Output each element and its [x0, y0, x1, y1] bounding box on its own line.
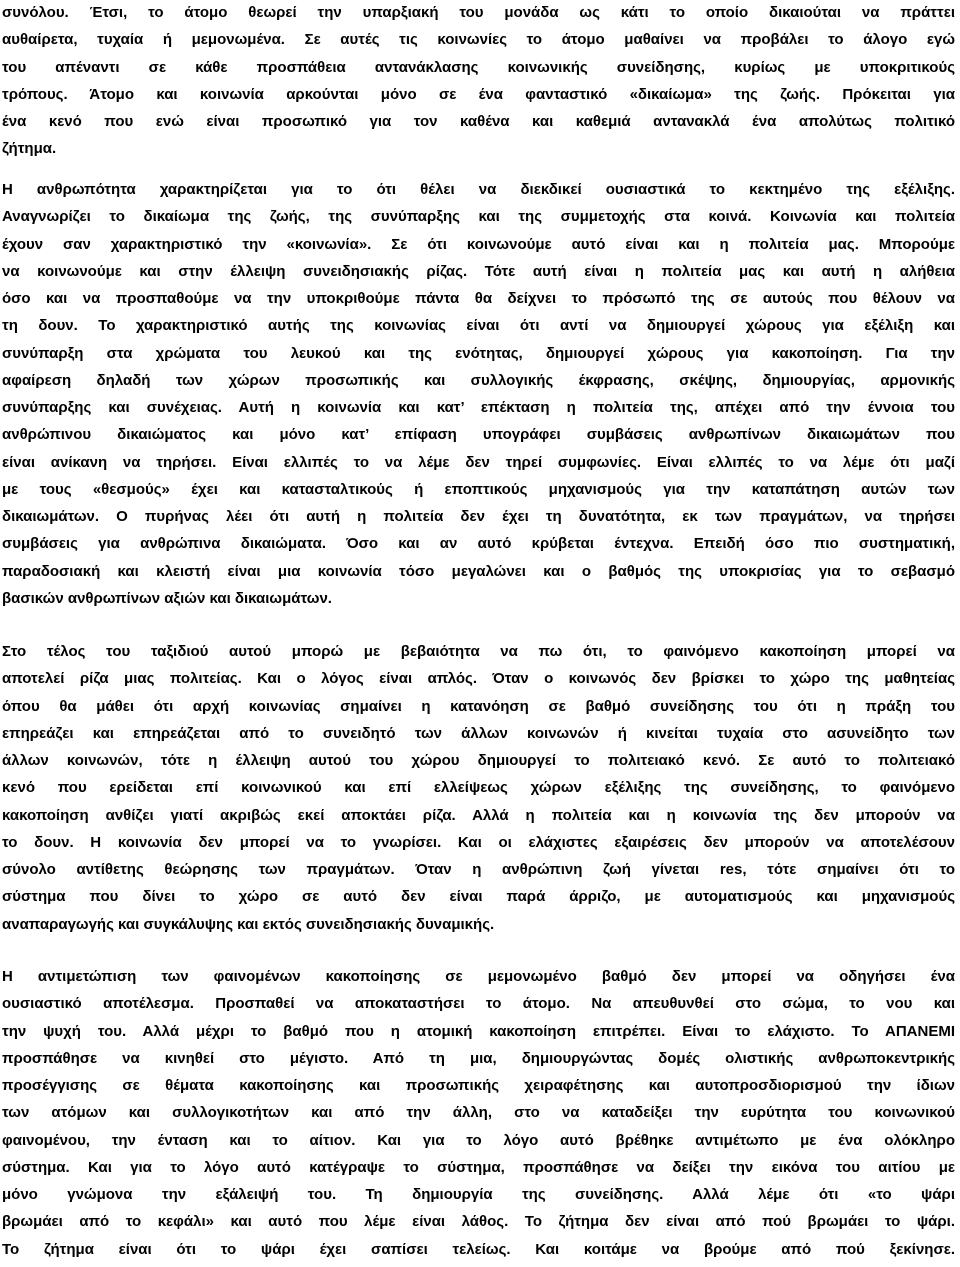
text-line: μόνο γνώμονα την εξάλειψή του. Τη δημιουργία της συνείδησης. Αλλά λέμε ότι «το ψάρι	[2, 1186, 955, 1203]
text-line: επηρεάζει και επηρεάζεται από το συνειδητό των άλλων κοινωνών ή κινείται τυχαία στο ασυνείδητο των	[2, 724, 955, 742]
text-line: κακοποίηση ανθίζει γιατί ακριβώς εκεί αποκτάει ρίζα. Αλλά η πολιτεία και η κοινωνία της δεν μπορούν να	[2, 806, 955, 824]
text-line: Η αντιμετώπιση των φαινομένων κακοποίησης σε μεμονωμένο βαθμό δεν μπορεί να οδηγήσει ένα	[2, 968, 955, 985]
text-line: ουσιαστικό αποτέλεσμα. Προσπαθεί να αποκαταστήσει το άτομο. Να απευθυνθεί στο σώμα, το νου και	[2, 995, 955, 1013]
text-line: Το ζήτημα είναι ότι το ψάρι έχει σαπίσει τελείως. Και κοιτάμε να βρούμε από πού ξεκίνησε.	[2, 1240, 955, 1258]
text-line: του απέναντι σε κάθε προσπάθεια αντανάκλασης κοινωνικής συνείδησης, κυρίως με υποκριτικούς	[2, 58, 955, 76]
text-line: κενό που ερείδεται επί κοινωνικού και επί ελλείψεως χώρων εξέλιξης της συνείδησης, το φαινόμενο	[2, 779, 955, 797]
text-line: προσέγγισης σε θέματα κακοποίησης και προσωπικής χειραφέτησης και αυτοπροσδιορισμού την ίδιων	[2, 1077, 955, 1094]
text-line: σύνολο αντίθετης θεώρησης των πραγμάτων. Όταν η ανθρώπινη ζωή γίνεται res, τότε σημαίνει ότι το	[2, 861, 955, 878]
text-line: παραδοσιακή και κλειστή είναι μια κοινωνία τόσο μεγαλώνει και ο βαθμός της υποκρισίας για το σεβασμό	[2, 562, 955, 580]
text-line: το δουν. Η κοινωνία δεν μπορεί να το γνωρίσει. Και οι ελάχιστες εξαιρέσεις δεν μπορούν να αποτελέσουν	[2, 833, 955, 851]
text-line: συμβάσεις για ανθρώπινα δικαιώματα. Όσο και αν αυτό κρύβεται έντεχνα. Επειδή όσο πιο συστηματική,	[2, 535, 955, 553]
text-line: ανθρώπινου δικαιώματος και μόνο κατ’ επίφαση υπογράφει συμβάσεις ανθρωπίνων δικαιωμάτων που	[2, 426, 955, 444]
text-line: σύστημα. Και για το λόγο αυτό κατέγραψε το σύστημα, προσπάθησε να δείξει την εικόνα του αιτίου με	[2, 1158, 955, 1176]
text-line: των ατόμων και συλλογικοτήτων και από την άλλη, στο να καταδείξει την ευρύτητα του κοινωνικού	[2, 1104, 955, 1122]
text-line: συνόλου. Έτσι, το άτομο θεωρεί την υπαρξιακή του μονάδα ως κάτι το οποίο δικαιούται να πράττει	[2, 4, 955, 21]
text-line: είναι ανίκανη να τηρήσει. Είναι ελλιπές το να λέμε δεν τηρεί συμφωνίες. Είναι ελλιπές το να λέμε ότι μαζί	[2, 453, 955, 471]
text-line: αυθαίρετα, τυχαία ή μεμονωμένα. Σε αυτές τις κοινωνίες το άτομο μαθαίνει να προβάλει το άλογο εγώ	[2, 31, 955, 49]
text-line: αφαίρεση δηλαδή των χώρων προσωπικής και συλλογικής έκφρασης, σκέψης, δημιουργίας, αρμονικής	[2, 371, 955, 389]
text-line: με τους «θεσμούς» έχει και κατασταλτικούς ή εποπτικούς μηχανισμούς για την καταπάτηση αυτών των	[2, 480, 955, 498]
text-line: να κοινωνούμε και στην έλλειψη συνειδησιακής ρίζας. Τότε αυτή είναι η πολιτεία μας και αυτή η αλήθεια	[2, 262, 955, 280]
text-line: δικαιωμάτων. Ο πυρήνας λέει ότι αυτή η πολιτεία δεν έχει τη δυνατότητα, εκ των πραγμάτων, να τηρήσει	[2, 508, 955, 525]
text-line: έχουν σαν χαρακτηριστικό την «κοινωνία». Σε ότι κοινωνούμε αυτό είναι και η πολιτεία μας. Μπορούμε	[2, 235, 955, 253]
text-line: αποτελεί ρίζα μιας πολιτείας. Και ο λόγος είναι απλός. Όταν ο κοινωνός δεν βρίσκει το χώρο της μαθητείας	[2, 670, 955, 688]
text-line: τη δουν. Το χαρακτηριστικό αυτής της κοινωνίας είναι ότι αντί να δημιουργεί χώρους για εξέλιξη και	[2, 317, 955, 335]
text-line: τρόπους. Άτομο και κοινωνία αρκούνται μόνο σε ένα φανταστικό «δικαίωμα» της ζωής. Πρόκειται για	[2, 85, 955, 103]
text-line: όπου θα μάθει ότι αρχή κοινωνίας σημαίνει η κατανόηση σε βαθμό συνείδησης του ότι η πράξη του	[2, 697, 955, 715]
text-line: Στο τέλος του ταξιδιού αυτού μπορώ με βεβαιότητα να πω ότι, το φαινόμενο κακοποίηση μπορεί να	[2, 643, 955, 660]
text-line: Αναγνωρίζει το δικαίωμα της ζωής, της συνύπαρξης και της συμμετοχής στα κοινά. Κοινωνία και πολιτεία	[2, 208, 955, 226]
text-line: βρωμάει από το κεφάλι» και αυτό που λέμε είναι λάθος. Το ζήτημα δεν είναι από πού βρωμάει το ψάρι.	[2, 1213, 955, 1231]
text-line: την ψυχή του. Αλλά μέχρι το βαθμό που η ατομική κακοποίηση επιτρέπει. Είναι το ελάχιστο. Το ΑΠΑΝΕΜΙ	[2, 1022, 955, 1040]
text-line: βασικών ανθρωπίνων αξιών και δικαιωμάτων.	[2, 589, 332, 607]
text-line: ένα κενό που ενώ είναι προσωπικό για τον καθένα και καθεμιά αντανακλά ένα απολύτως πολιτικό	[2, 113, 955, 130]
paragraph	[2, 0, 955, 163]
paragraph	[2, 176, 955, 612]
text-line: συνύπαρξη στα χρώματα του λευκού και της ενότητας, δημιουργεί χώρους για κακοποίηση. Για την	[2, 344, 955, 362]
text-line: άλλων κοινωνών, τότε η έλλειψη αυτού του χώρου δημιουργεί το πολιτειακό κενό. Σε αυτό το πολιτειακό	[2, 752, 955, 769]
paragraph	[2, 963, 955, 1263]
text-line: συνύπαρξης και συνέχειας. Αυτή η κοινωνία και κατ’ επέκταση η πολιτεία της, απέχει από την έννοια του	[2, 399, 955, 416]
text-line: φαινομένου, την ένταση και το αίτιον. Και για το λόγο αυτό βρέθηκε αντιμέτωπο με ένα ολόκληρο	[2, 1131, 955, 1149]
text-line: ζήτημα.	[2, 140, 57, 158]
text-line: όσο και να προσπαθούμε να την υποκριθούμε πάντα θα δείχνει το πρόσωπό της σε αυτούς που θέλουν να	[2, 290, 955, 307]
text-line: σύστημα που δίνει το χώρο σε αυτό δεν είναι παρά άρριζο, με αυτοματισμούς και μηχανισμούς	[2, 888, 955, 906]
paragraph	[2, 638, 955, 938]
text-line: προσπάθησε να κινηθεί στο μέγιστο. Από τη μια, δημιουργώντας δομές ολιστικής ανθρωποκεντρικής	[2, 1049, 955, 1067]
text-line: Η ανθρωπότητα χαρακτηρίζεται για το ότι θέλει να διεκδικεί ουσιαστικά το κεκτημένο της εξέλιξης.	[2, 181, 955, 198]
text-line: αναπαραγωγής και συγκάλυψης και εκτός συνειδησιακής δυναμικής.	[2, 915, 495, 933]
